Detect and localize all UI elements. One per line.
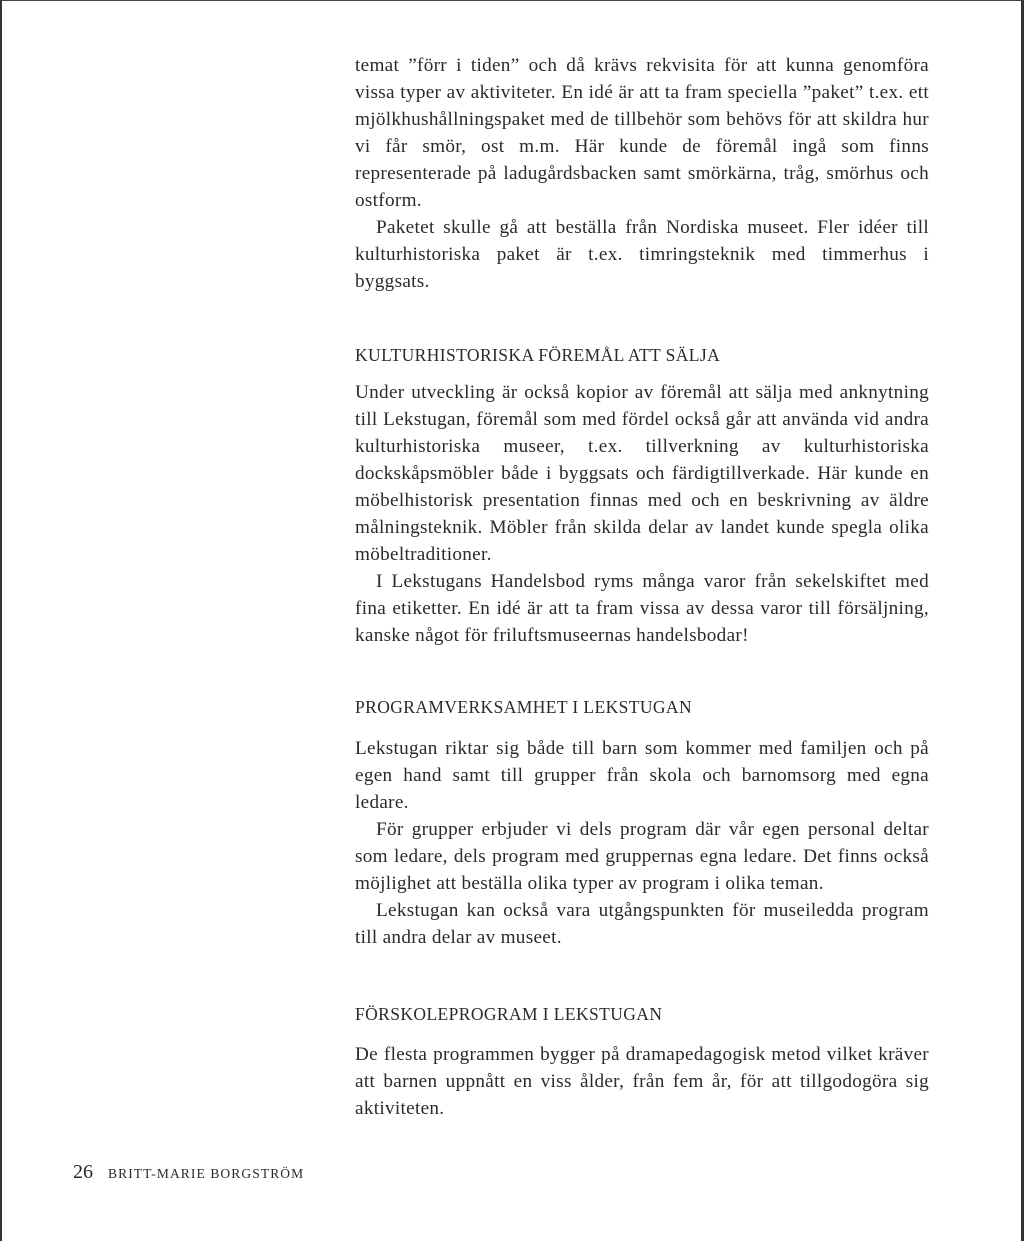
body-paragraph: I Lekstugans Handelsbod ryms många varor från sekelskiftet med fina etiketter. En idé är att ta fram vissa av dessa varor till försäljning, kanske något för friluftsmuseernas handelsbodar! bbox=[355, 571, 929, 646]
section-heading: PROGRAMVERKSAMHET I LEKSTUGAN bbox=[355, 697, 692, 717]
section-forskoleprogram bbox=[355, 1002, 929, 1122]
section-kulturhistoriska-foremal bbox=[355, 343, 929, 649]
body-paragraph: temat ”förr i tiden” och då krävs rekvisita för att kunna genomföra vissa typer av aktiviteter. En idé är att ta fram speciella ”paket” t.ex. ett mjölkhushållningspaket med de tillbehör som behövs för att skildra hur vi får smör, ost m.m. Här kunde de föremål ingå som finns representerade på ladugårdsbacken samt smörkärna, tråg, smörhus och ostform. bbox=[355, 55, 929, 211]
footer-author: BRITT-MARIE BORGSTRÖM bbox=[108, 1166, 305, 1181]
page-footer bbox=[73, 1160, 304, 1186]
section-heading: KULTURHISTORISKA FÖREMÅL ATT SÄLJA bbox=[355, 345, 721, 365]
body-paragraph: De flesta programmen bygger på dramapedagogisk metod vilket kräver att barnen uppnått en viss ålder, från fem år, för att tillgodogöra sig aktiviteten. bbox=[355, 1044, 929, 1119]
section-programverksamhet bbox=[355, 695, 929, 951]
body-paragraph: Lekstugan kan också vara utgångspunkten för museiledda program till andra delar av museet. bbox=[355, 900, 929, 948]
section-heading: FÖRSKOLEPROGRAM I LEKSTUGAN bbox=[355, 1004, 663, 1024]
body-paragraph: Paketet skulle gå att beställa från Nordiska museet. Fler idéer till kulturhistoriska paket är t.ex. timringsteknik med timmerhus i byggsats. bbox=[355, 217, 929, 292]
text-column bbox=[355, 52, 929, 1122]
body-paragraph: För grupper erbjuder vi dels program där vår egen personal deltar som ledare, dels program med gruppernas egna ledare. Det finns också möjlighet att beställa olika typer av program i olika teman. bbox=[355, 819, 929, 894]
page-number: 26 bbox=[73, 1161, 93, 1183]
body-paragraph: Lekstugan riktar sig både till barn som kommer med familjen och på egen hand samt till grupper från skola och barnomsorg med egna ledare. bbox=[355, 738, 929, 813]
body-paragraph: Under utveckling är också kopior av föremål att sälja med anknytning till Lekstugan, föremål som med fördel också går att använda vid andra kulturhistoriska museer, t.ex. tillverkning av kulturhistoriska dockskåpsmöbler både i byggsats och färdigtillverkade. Här kunde en möbelhistorisk presentation finnas med och en beskrivning av äldre målningsteknik. Möbler från skilda delar av landet kunde spegla olika möbeltraditioner. bbox=[355, 382, 929, 565]
intro-section bbox=[355, 52, 929, 295]
